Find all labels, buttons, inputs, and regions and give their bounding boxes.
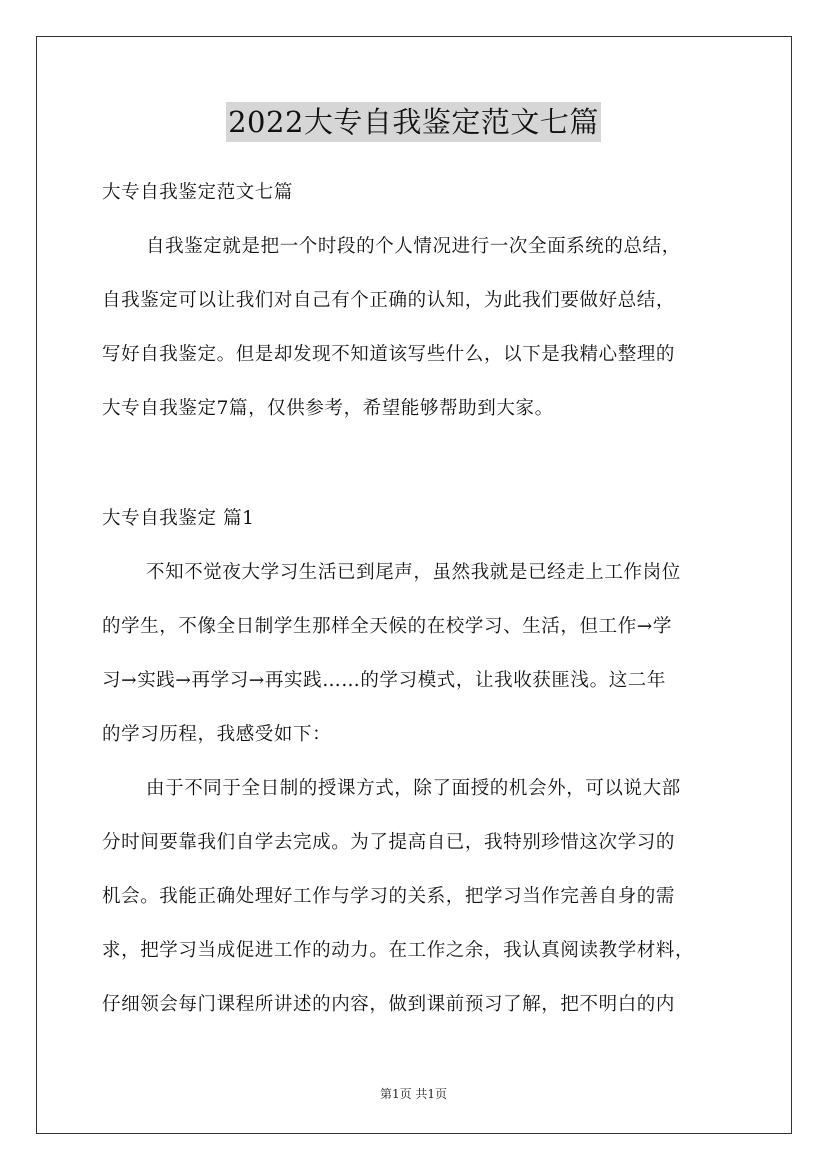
paragraph-line: 分时间要靠我们自学去完成。为了提高自已，我特别珍惜这次学习的 (102, 832, 676, 853)
paragraph-line: 仔细领会每门课程所讲述的内容，做到课前预习了解，把不明白的内 (102, 994, 676, 1015)
document-title: 2022大专自我鉴定范文七篇 (226, 102, 601, 142)
paragraph-line: 习→实践→再学习→再实践……的学习模式，让我收获匪浅。这二年 (102, 670, 667, 691)
page-footer: 第1页 共1页 (379, 1087, 448, 1101)
paragraph-line: 大专自我鉴定7篇，仅供参考，希望能够帮助到大家。 (102, 398, 554, 419)
paragraph-line: 的学生，不像全日制学生那样全天候的在校学习、生活，但工作→学 (102, 616, 673, 637)
paragraph-line: 的学习历程，我感受如下： (102, 724, 332, 745)
title-container (0, 102, 827, 142)
paragraph-line: 求，把学习当成促进工作的动力。在工作之余，我认真阅读教学材料， (102, 940, 695, 961)
paragraph-line: 由于不同于全日制的授课方式，除了面授的机会外，可以说大部 (146, 778, 681, 799)
paragraph-line: 自我鉴定就是把一个时段的个人情况进行一次全面系统的总结， (146, 236, 681, 257)
paragraph-line: 机会。我能正确处理好工作与学习的关系，把学习当作完善自身的需 (102, 886, 676, 907)
paragraph-line: 不知不觉夜大学习生活已到尾声，虽然我就是已经走上工作岗位 (146, 562, 681, 583)
subtitle: 大专自我鉴定范文七篇 (102, 182, 294, 203)
paragraph-line: 写好自我鉴定。但是却发现不知道该写些什么，以下是我精心整理的 (102, 344, 676, 365)
section-heading: 大专自我鉴定 篇1 (102, 508, 255, 529)
paragraph-line: 自我鉴定可以让我们对自己有个正确的认知，为此我们要做好总结， (102, 290, 676, 311)
